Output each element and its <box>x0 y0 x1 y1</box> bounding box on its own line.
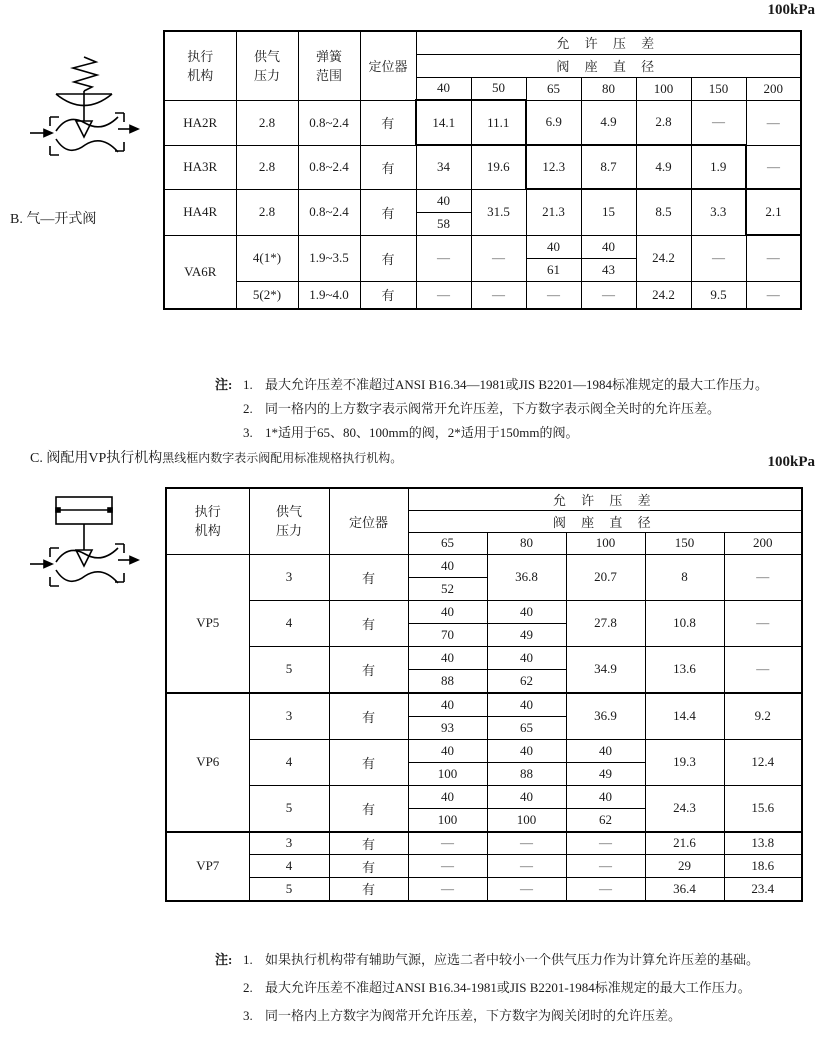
table1-notes <box>215 377 815 449</box>
table-cell: 有 <box>360 235 416 281</box>
table-cell: 29 <box>645 855 724 878</box>
split-cell <box>416 189 471 235</box>
cell-open-value: 40 <box>488 601 566 624</box>
split-cell <box>566 785 645 832</box>
cell-open-value: 40 <box>409 740 487 763</box>
table-cell: 13.6 <box>645 646 724 693</box>
table-cell: 4 <box>249 739 329 785</box>
pressure-unit-label-mid: 100kPa <box>767 454 815 470</box>
split-cell <box>408 785 487 832</box>
table-cell: 5(2*) <box>236 281 298 309</box>
cell-open-value: 40 <box>409 601 487 624</box>
cell-open-value: 40 <box>567 786 645 809</box>
cell-open-value: 40 <box>409 694 487 717</box>
table-row <box>164 281 801 309</box>
section-c-note: 黑线框内数字表示阀配用标准规格执行机构。 <box>162 451 403 465</box>
section-c-title: C. 阀配用VP执行机构 <box>30 451 163 466</box>
piston-cylinder-icon <box>56 497 112 550</box>
table-cell: 有 <box>360 189 416 235</box>
table-cell: 14.1 <box>416 100 471 145</box>
table-cell: 有 <box>329 785 408 832</box>
cell-closed-value: 65 <box>520 719 533 735</box>
table-row <box>166 554 802 600</box>
size-header: 80 <box>487 532 566 554</box>
size-header: 200 <box>724 532 802 554</box>
col-header-allowable-dp: 允 许 压 差 <box>416 31 801 54</box>
actuator-name-cell: HA3R <box>164 145 236 189</box>
table-cell: 4.9 <box>636 145 691 189</box>
cell-closed-value: 61 <box>547 261 560 277</box>
table-cell: — <box>416 235 471 281</box>
table-cell: — <box>724 554 802 600</box>
table-cell: 20.7 <box>566 554 645 600</box>
actuator-name-cell: VP5 <box>166 554 249 693</box>
cell-closed-value: 52 <box>441 580 454 596</box>
table-cell: 8.7 <box>581 145 636 189</box>
table-row <box>166 832 802 855</box>
table-row <box>166 855 802 878</box>
valve-body-icon <box>50 113 124 155</box>
table-cell: 1.9~4.0 <box>298 281 360 309</box>
split-cell <box>487 646 566 693</box>
cell-open-value: 40 <box>488 647 566 670</box>
split-cell <box>566 739 645 785</box>
col-header-positioner: 定位器 <box>360 31 416 100</box>
cell-closed-value: 49 <box>599 765 612 781</box>
table-cell: 23.4 <box>724 878 802 901</box>
cell-closed-value: 58 <box>437 215 450 231</box>
split-cell <box>487 600 566 646</box>
table-cell: 9.5 <box>691 281 746 309</box>
table-cell: — <box>691 100 746 145</box>
table-cell: 0.8~2.4 <box>298 100 360 145</box>
table-cell: 有 <box>360 145 416 189</box>
table-cell: 有 <box>329 739 408 785</box>
cell-open-value: 40 <box>527 236 581 259</box>
table-cell: 19.6 <box>471 145 526 189</box>
table-cell: 34.9 <box>566 646 645 693</box>
table-cell: 13.8 <box>724 832 802 855</box>
table-row <box>164 189 801 235</box>
cell-closed-value: 62 <box>599 811 612 827</box>
table-cell: 15 <box>581 189 636 235</box>
note-line: 2. 同一格内的上方数字表示阀常开允许压差，下方数字表示阀全关时的允许压差。 <box>243 401 721 416</box>
table-cell: 有 <box>329 855 408 878</box>
table-cell: — <box>691 235 746 281</box>
col-header-actuator: 执行 机构 <box>164 31 236 100</box>
table-cell: — <box>408 855 487 878</box>
table-cell: 9.2 <box>724 693 802 740</box>
table-cell: 4 <box>249 855 329 878</box>
table-cell: 有 <box>329 693 408 740</box>
table-cell: 21.6 <box>645 832 724 855</box>
split-cell <box>408 600 487 646</box>
table-cell: 3 <box>249 693 329 740</box>
table-cell: — <box>581 281 636 309</box>
table-cell: 24.3 <box>645 785 724 832</box>
table-row <box>164 100 801 145</box>
table-cell: 36.4 <box>645 878 724 901</box>
size-header: 150 <box>645 532 724 554</box>
col-header-spring-range: 弹簧 范围 <box>298 31 360 100</box>
table-cell: — <box>471 235 526 281</box>
size-header: 100 <box>566 532 645 554</box>
cell-closed-value: 100 <box>437 765 458 781</box>
table-cell: 14.4 <box>645 693 724 740</box>
table-cell: 有 <box>329 646 408 693</box>
table-cell: 2.8 <box>236 100 298 145</box>
table-cell: — <box>471 281 526 309</box>
table-cell: — <box>416 281 471 309</box>
note-line: 注: 1. 如果执行机构带有辅助气源，应选二者中较小一个供气压力作为计算允许压差的基础。 <box>215 952 760 967</box>
table-cell: 31.5 <box>471 189 526 235</box>
pressure-unit-label-top: 100kPa <box>767 2 815 18</box>
table-cell: 0.8~2.4 <box>298 145 360 189</box>
ha-actuator-pressure-table <box>163 30 802 310</box>
note-line: 3. 1*适用于65、80、100mm的阀，2*适用于150mm的阀。 <box>243 425 579 440</box>
split-cell <box>408 739 487 785</box>
table-cell: 有 <box>329 832 408 855</box>
table-cell: 21.3 <box>526 189 581 235</box>
size-header: 40 <box>416 77 471 100</box>
table2-notes <box>215 952 815 1036</box>
col-header-seat-diameter: 阀 座 直 径 <box>408 510 802 532</box>
cell-closed-value: 100 <box>437 811 458 827</box>
split-cell <box>581 235 636 281</box>
cell-open-value: 40 <box>409 555 487 578</box>
spring-icon <box>73 57 97 91</box>
table-cell: — <box>487 878 566 901</box>
split-cell <box>408 554 487 600</box>
table-cell: 27.8 <box>566 600 645 646</box>
table-cell: 有 <box>329 554 408 600</box>
note-line: 注: 1. 最大允许压差不准超过ANSI B16.34—1981或JIS B2201—1984标准规定的最大工作压力。 <box>215 377 769 392</box>
split-cell <box>487 785 566 832</box>
split-cell <box>526 235 581 281</box>
table-cell: 2.8 <box>636 100 691 145</box>
actuator-name-cell: VA6R <box>164 235 236 309</box>
table-cell: 5 <box>249 878 329 901</box>
split-cell <box>408 693 487 740</box>
size-header: 200 <box>746 77 801 100</box>
table-cell: — <box>408 878 487 901</box>
col-header-seat-diameter: 阀 座 直 径 <box>416 54 801 77</box>
cell-closed-value: 88 <box>520 765 533 781</box>
table-cell: 4 <box>249 600 329 646</box>
vp-actuator-pressure-table <box>165 487 803 902</box>
table-row <box>166 693 802 740</box>
table-cell: 8 <box>645 554 724 600</box>
table-cell: 有 <box>360 281 416 309</box>
table-cell: 3 <box>249 832 329 855</box>
table-row <box>164 235 801 281</box>
col-header-positioner: 定位器 <box>329 488 408 554</box>
split-cell <box>487 693 566 740</box>
cell-open-value: 40 <box>409 786 487 809</box>
actuator-name-cell: HA4R <box>164 189 236 235</box>
table-cell: — <box>487 832 566 855</box>
table-cell: 18.6 <box>724 855 802 878</box>
col-header-supply-pressure: 供气 压力 <box>236 31 298 100</box>
table-cell: 4.9 <box>581 100 636 145</box>
table-cell: 有 <box>329 878 408 901</box>
stem-icon <box>76 550 92 566</box>
table-cell: 24.2 <box>636 281 691 309</box>
size-header: 65 <box>408 532 487 554</box>
col-header-supply-pressure: 供气 压力 <box>249 488 329 554</box>
table-cell: 12.3 <box>526 145 581 189</box>
cell-open-value: 40 <box>567 740 645 763</box>
table-cell: 15.6 <box>724 785 802 832</box>
table-row <box>166 878 802 901</box>
cell-open-value: 40 <box>417 190 471 213</box>
table-cell: 36.9 <box>566 693 645 740</box>
table-row <box>164 145 801 189</box>
table-cell: 0.8~2.4 <box>298 189 360 235</box>
piston-actuator-valve-icon <box>28 492 140 607</box>
cell-closed-value: 70 <box>441 626 454 642</box>
table-row <box>166 785 802 832</box>
table-cell: — <box>566 832 645 855</box>
table-cell: 4(1*) <box>236 235 298 281</box>
note-line: 2. 最大允许压差不准超过ANSI B16.34-1981或JIS B2201-1984标准规定的最大工作压力。 <box>243 980 751 995</box>
table-cell: 6.9 <box>526 100 581 145</box>
cell-open-value: 40 <box>488 740 566 763</box>
table-cell: 有 <box>360 100 416 145</box>
cell-open-value: 40 <box>409 647 487 670</box>
table-row <box>166 646 802 693</box>
table-cell: 3.3 <box>691 189 746 235</box>
size-header: 100 <box>636 77 691 100</box>
air-to-open-valve-icon <box>28 50 140 177</box>
table-cell: — <box>408 832 487 855</box>
cell-closed-value: 88 <box>441 672 454 688</box>
stem-icon <box>76 91 92 137</box>
cell-open-value: 40 <box>582 236 636 259</box>
table-cell: 36.8 <box>487 554 566 600</box>
cell-open-value: 40 <box>488 786 566 809</box>
actuator-name-cell: HA2R <box>164 100 236 145</box>
table-row <box>166 600 802 646</box>
size-header: 65 <box>526 77 581 100</box>
cell-closed-value: 93 <box>441 719 454 735</box>
cell-closed-value: 43 <box>602 261 615 277</box>
table-cell: 5 <box>249 646 329 693</box>
table-cell: — <box>746 235 801 281</box>
table-cell: 2.1 <box>746 189 801 235</box>
table-cell: 19.3 <box>645 739 724 785</box>
table-cell: — <box>746 100 801 145</box>
actuator-name-cell: VP6 <box>166 693 249 832</box>
table-cell: 5 <box>249 785 329 832</box>
table-cell: — <box>526 281 581 309</box>
size-header: 50 <box>471 77 526 100</box>
table-cell: 有 <box>329 600 408 646</box>
table-cell: — <box>487 855 566 878</box>
col-header-actuator: 执行 机构 <box>166 488 249 554</box>
section-c-heading <box>30 447 402 467</box>
note-label: 注: <box>215 377 233 392</box>
table-cell: 1.9 <box>691 145 746 189</box>
table-cell: — <box>746 281 801 309</box>
table-cell: 2.8 <box>236 145 298 189</box>
table-cell: 10.8 <box>645 600 724 646</box>
table-cell: 1.9~3.5 <box>298 235 360 281</box>
cell-open-value: 40 <box>488 694 566 717</box>
table-cell: 34 <box>416 145 471 189</box>
split-cell <box>487 739 566 785</box>
table-cell: — <box>566 855 645 878</box>
table-row <box>166 739 802 785</box>
col-header-allowable-dp: 允 许 压 差 <box>408 488 802 510</box>
table-cell: 2.8 <box>236 189 298 235</box>
table-cell: — <box>724 600 802 646</box>
table-cell: 12.4 <box>724 739 802 785</box>
note-label: 注: <box>215 952 233 967</box>
table-cell: — <box>746 145 801 189</box>
table-cell: 3 <box>249 554 329 600</box>
size-header: 80 <box>581 77 636 100</box>
cell-closed-value: 49 <box>520 626 533 642</box>
table-cell: 11.1 <box>471 100 526 145</box>
actuator-name-cell: VP7 <box>166 832 249 901</box>
section-b-label: B. 气—开式阀 <box>10 212 97 227</box>
size-header: 150 <box>691 77 746 100</box>
table-cell: — <box>566 878 645 901</box>
split-cell <box>408 646 487 693</box>
table-cell: — <box>724 646 802 693</box>
cell-closed-value: 100 <box>516 811 537 827</box>
note-line: 3. 同一格内上方数字为阀常开允许压差，下方数字为阀关闭时的允许压差。 <box>243 1008 682 1023</box>
cell-closed-value: 62 <box>520 672 533 688</box>
table-cell: 24.2 <box>636 235 691 281</box>
table-cell: 8.5 <box>636 189 691 235</box>
